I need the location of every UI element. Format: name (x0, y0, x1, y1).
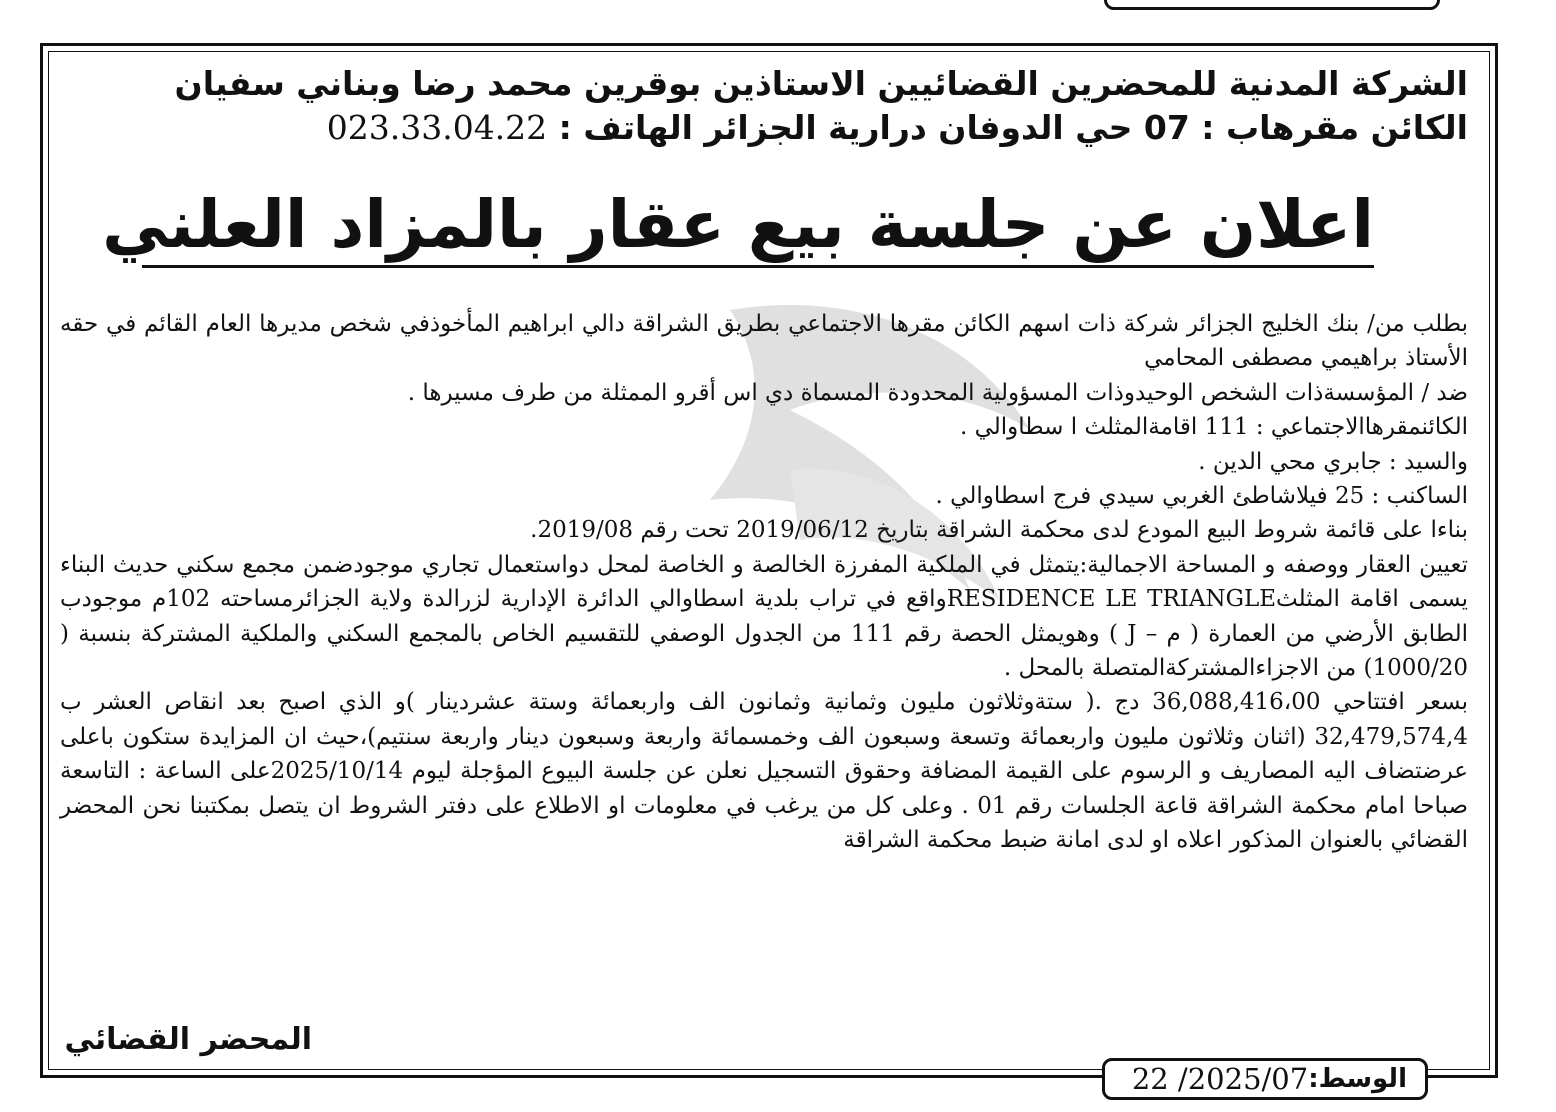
paragraph-property-description: تعيين العقار ووصفه و المساحة الاجمالية:يتمثل في الملكية المفرزة الخالصة و الخاصة لمحل دواستعمال تجاري موجودضمن مجمع سكني حديث البناء يسمى اقامة المثلثRESIDENCE LE TRIANGLEواقع في تراب بلدية اسطاوالي الدائرة الإدارية لزرالدة ولاية الجزائرمساحته 102م موجودب الطابق الأرضي من العمارة ( م – J ) وهويمثل الحصة رقم 111 من الجدول الوصفي للتقسيم الخاص بالمجمع السكني والملكية المشتركة بنسبة ( 1000/20) من الاجزاءالمشتركةالمتصلة بالمحل . (60, 551, 1468, 682)
publication-date: 2025/07/ 22 (1131, 1062, 1309, 1096)
paragraph-conditions: بناءا على قائمة شروط البيع المودع لدى محكمة الشراقة بتاريخ 2019/06/12 تحت رقم 2019/08. (530, 517, 1468, 544)
announcement-title: اعلان عن جلسة بيع عقار بالمزاد العلني (102, 186, 1374, 263)
paragraph-price-and-session: بسعر افتتاحي 36,088,416،00 دج .( ستةوثلاثون مليون وثمانية وثمانون الف واربعمائة وستة عشردينار )و الذي اصبح بعد انقاص العشر ب 32,479,574,4 (اثنان وثلاثون مليون واربعمائة وتسعة وسبعون الف وخمسمائة واربعة وسبعون دينار واربعة سنتيم)،حيث ان المزايدة ستكون باعلى عرضتضاف اليه المصاريف و الرسوم على القيمة المضافة وحقوق التسجيل نعلن عن جلسة البيوع المؤجلة ليوم 2025/10/14على الساعة : التاسعة صباحا امام محكمة الشراقة قاعة الجلسات رقم 01 . وعلى كل من يرغب في معلومات او الاطلاع على دفتر الشروط ان يتصل بمكتبنا نحن المحضر القضائي بالعنوان المذكور اعلاه او لدى امانة ضبط محكمة الشراقة (60, 689, 1468, 854)
bailiff-signature: المحضر القضائي (64, 1022, 312, 1057)
paragraph-mister: والسيد : جابري محي الدين . (1198, 448, 1468, 475)
bailiff-header (68, 62, 1468, 150)
paragraph-requester: بطلب من/ بنك الخليج الجزائر شركة ذات اسهم الكائن مقرها الاجتماعي بطريق الشراقة دالي ابراهيم المأخوذفي شخص مديرها العام القائم في حقه الأستاذ براهيمي مصطفى المحامي (60, 311, 1468, 372)
paragraph-residence: الساكنب : 25 فيلاشاطئ الغربي سيدي فرج اسطاوالي . (935, 483, 1468, 510)
phone-number: 023.33.04.22 (326, 108, 548, 147)
top-tab-outline (1104, 0, 1440, 10)
address-text: الكائن مقرهاب : 07 حي الدوفان درارية الجزائر الهاتف : (558, 108, 1468, 147)
paragraph-registered-office: الكائنمقرهاالاجتماعي : 111 اقامةالمثلث ا سطاوالي . (959, 414, 1468, 441)
newspaper-label: الوسط: (1308, 1064, 1407, 1094)
title-underline (142, 265, 1374, 268)
announcement-body (60, 307, 1468, 858)
publication-date-box (1102, 1058, 1428, 1100)
company-name-line: الشركة المدنية للمحضرين القضائيين الاستاذين بوقرين محمد رضا وبناني سفيان (174, 64, 1468, 103)
paragraph-against: ضد / المؤسسةذات الشخص الوحيدوذات المسؤولية المحدودة المسماة دي اس أقرو الممثلة من طرف مسيرها . (407, 379, 1468, 406)
address-line (68, 106, 1468, 150)
